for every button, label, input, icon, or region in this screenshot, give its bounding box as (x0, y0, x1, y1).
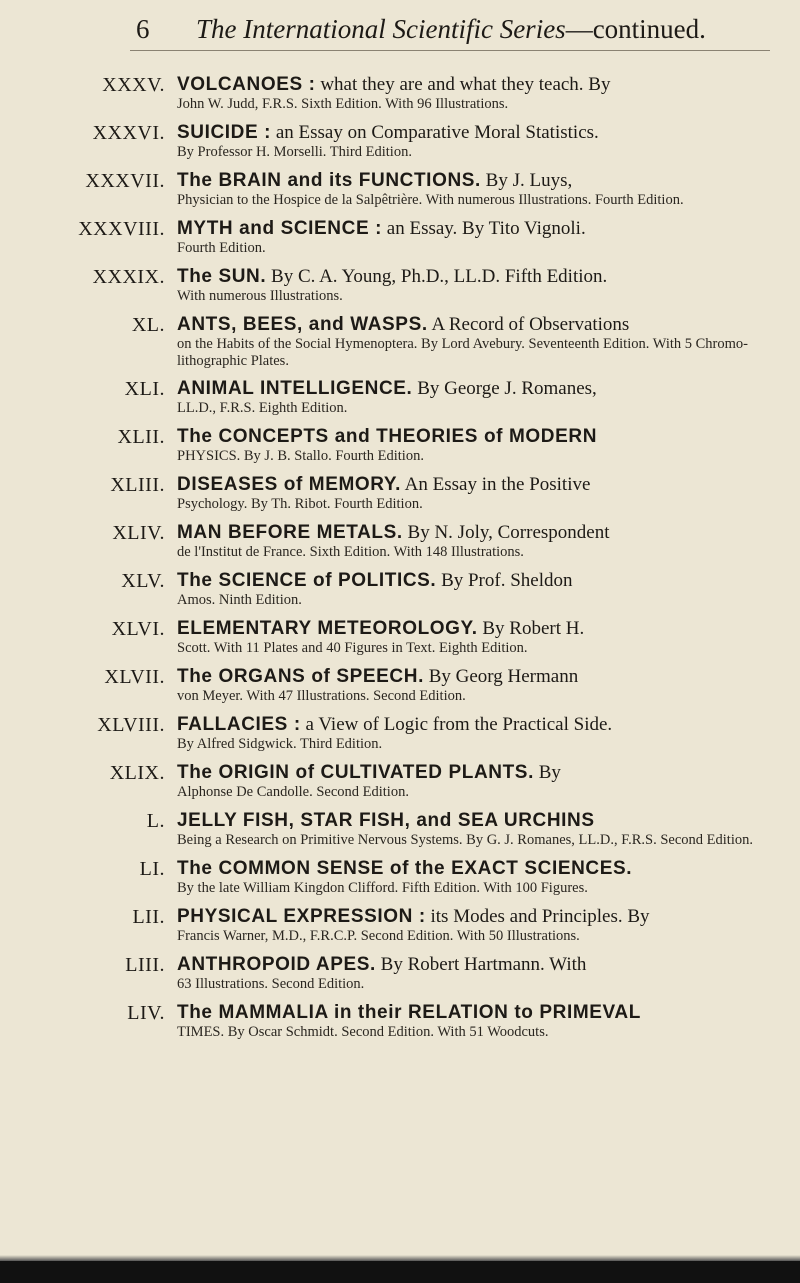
entry-body (177, 1002, 772, 1041)
series-entry (0, 170, 800, 210)
entry-title-line (177, 74, 772, 96)
entry-title: The SUN. (177, 266, 267, 287)
entry-title: ELEMENTARY METEOROLOGY. (177, 618, 478, 639)
entry-title-line (177, 954, 772, 976)
entry-title-line (177, 666, 772, 688)
entry-body (177, 170, 772, 209)
entry-title-line (177, 1002, 772, 1024)
entry-subtitle: its Modes and Principles. By (425, 906, 650, 927)
entry-subtitle: By N. Joly, Correspondent (402, 522, 610, 543)
entry-subtitle: By J. Luys, (480, 170, 573, 191)
entry-subtitle: a View of Logic from the Practical Side. (300, 714, 613, 735)
entry-subtitle: An Essay in the Positive (400, 474, 591, 495)
entry-title-line (177, 426, 772, 448)
entry-title: The ORIGIN of CULTIVATED PLANTS. (177, 762, 534, 783)
entry-title: FALLACIES : (177, 714, 301, 735)
entry-title-line (177, 810, 772, 832)
entry-title-line (177, 474, 772, 496)
entry-title: PHYSICAL EXPRESSION : (177, 906, 426, 927)
entry-subtitle: an Essay. By Tito Vignoli. (382, 218, 586, 239)
entry-numeral: XLII. (117, 426, 165, 448)
page-header (0, 14, 800, 54)
entry-title: ANTHROPOID APES. (177, 954, 376, 975)
entry-subtitle: By Robert H. (477, 618, 585, 639)
entry-detail: Psychology. By Th. Ribot. Fourth Edition. (177, 496, 423, 512)
entry-title: JELLY FISH, STAR FISH, and SEA URCHINS (177, 810, 595, 831)
entry-title: DISEASES of MEMORY. (177, 474, 401, 495)
entry-subtitle: what they are and what they teach. By (315, 74, 611, 95)
entry-subtitle: A Record of Observations (427, 314, 630, 335)
series-entry (0, 570, 800, 610)
entry-subtitle: By Prof. Sheldon (436, 570, 573, 591)
series-entry (0, 954, 800, 994)
entry-title: ANIMAL INTELLIGENCE. (177, 378, 413, 399)
entry-title-line (177, 858, 772, 880)
entry-body (177, 122, 772, 161)
entry-title-line (177, 218, 772, 240)
entry-numeral: L. (146, 810, 165, 832)
entry-detail: Scott. With 11 Plates and 40 Figures in Text. Eighth Edition. (177, 640, 528, 656)
entry-numeral: XLVIII. (97, 714, 165, 736)
entry-detail: By the late William Kingdon Clifford. Fifth Edition. With 100 Figures. (177, 880, 588, 896)
entry-numeral: XXXVIII. (78, 218, 165, 240)
series-entry (0, 218, 800, 258)
entry-title-line (177, 314, 772, 336)
entry-numeral: XLV. (121, 570, 165, 592)
entry-title: The CONCEPTS and THEORIES of MODERN (177, 426, 598, 447)
entry-title: The ORGANS of SPEECH. (177, 666, 424, 687)
entry-body (177, 266, 772, 305)
entry-body (177, 314, 772, 370)
entry-numeral: XXXIX. (92, 266, 165, 288)
entry-numeral: LI. (139, 858, 165, 880)
entry-detail: With numerous Illustrations. (177, 288, 343, 304)
entry-body (177, 474, 772, 513)
entry-detail: Fourth Edition. (177, 240, 266, 256)
running-title (196, 14, 706, 45)
entry-numeral: XL. (131, 314, 165, 336)
entry-numeral: XXXV. (102, 74, 165, 96)
entry-title: The SCIENCE of POLITICS. (177, 570, 437, 591)
series-entry (0, 426, 800, 466)
entry-detail: Physician to the Hospice de la Salpêtrière. With numerous Illustrations. Fourth Edition. (177, 192, 684, 208)
entry-detail: Amos. Ninth Edition. (177, 592, 302, 608)
entry-numeral: XLIV. (112, 522, 165, 544)
entry-numeral: LIV. (127, 1002, 165, 1024)
entry-detail: By Professor H. Morselli. Third Edition. (177, 144, 412, 160)
entry-detail: de l'Institut de France. Sixth Edition. With 148 Illustrations. (177, 544, 524, 560)
entry-body (177, 378, 772, 417)
entry-title-line (177, 122, 772, 144)
entry-detail: TIMES. By Oscar Schmidt. Second Edition. With 51 Woodcuts. (177, 1024, 549, 1040)
series-entry (0, 378, 800, 418)
entry-numeral: LIII. (125, 954, 165, 976)
entry-body (177, 954, 772, 993)
entry-title: SUICIDE : (177, 122, 272, 143)
entry-subtitle: an Essay on Comparative Moral Statistics. (271, 122, 599, 143)
series-entry (0, 618, 800, 658)
entry-title: MYTH and SCIENCE : (177, 218, 383, 239)
entry-title-line (177, 618, 772, 640)
running-title-continued: —continued. (565, 14, 706, 44)
header-rule (130, 50, 770, 51)
entry-title: ANTS, BEES, and WASPS. (177, 314, 428, 335)
entry-body (177, 810, 772, 849)
entry-numeral: XXXVII. (85, 170, 165, 192)
entry-body (177, 666, 772, 705)
entry-detail: Francis Warner, M.D., F.R.C.P. Second Edition. With 50 Illustrations. (177, 928, 580, 944)
series-list (0, 74, 800, 1050)
entry-subtitle: By George J. Romanes, (412, 378, 597, 399)
entry-numeral: XLI. (124, 378, 165, 400)
page-number: 6 (136, 14, 150, 44)
entry-subtitle: By (533, 762, 561, 783)
entry-subtitle: By Robert Hartmann. With (375, 954, 587, 975)
series-entry (0, 810, 800, 850)
entry-numeral: XLVII. (104, 666, 165, 688)
entry-numeral: LII. (132, 906, 165, 928)
series-entry (0, 714, 800, 754)
running-title-series: The International Scientific Series (196, 14, 566, 44)
entry-detail: von Meyer. With 47 Illustrations. Second Edition. (177, 688, 466, 704)
entry-title-line (177, 570, 772, 592)
series-entry (0, 266, 800, 306)
page-edge-shadow (0, 1261, 800, 1283)
entry-subtitle: By Georg Hermann (423, 666, 579, 687)
series-entry (0, 858, 800, 898)
entry-body (177, 762, 772, 801)
entry-title: The COMMON SENSE of the EXACT SCIENCES. (177, 858, 633, 879)
entry-body (177, 426, 772, 465)
entry-body (177, 906, 772, 945)
series-entry (0, 906, 800, 946)
entry-detail: on the Habits of the Social Hymenoptera. By Lord Avebury. Seventeenth Edition. With 5 Chromo-lithographic Plates. (177, 336, 748, 369)
entry-body (177, 522, 772, 561)
entry-title: The BRAIN and its FUNCTIONS. (177, 170, 481, 191)
entry-title-line (177, 762, 772, 784)
series-entry (0, 762, 800, 802)
entry-title-line (177, 906, 772, 928)
entry-subtitle: By C. A. Young, Ph.D., LL.D. Fifth Edition. (266, 266, 608, 287)
entry-title-line (177, 378, 772, 400)
entry-title: MAN BEFORE METALS. (177, 522, 403, 543)
series-entry (0, 314, 800, 370)
entry-numeral: XXXVI. (92, 122, 165, 144)
series-entry (0, 122, 800, 162)
entry-detail: PHYSICS. By J. B. Stallo. Fourth Edition. (177, 448, 424, 464)
entry-numeral: XLVI. (111, 618, 165, 640)
series-entry (0, 522, 800, 562)
series-entry (0, 1002, 800, 1042)
entry-title: VOLCANOES : (177, 74, 316, 95)
entry-numeral: XLIII. (110, 474, 165, 496)
entry-body (177, 74, 772, 113)
entry-detail: LL.D., F.R.S. Eighth Edition. (177, 400, 348, 416)
entry-detail: Being a Research on Primitive Nervous Systems. By G. J. Romanes, LL.D., F.R.S. Second Edition. (177, 832, 753, 848)
entry-detail: By Alfred Sidgwick. Third Edition. (177, 736, 383, 752)
entry-detail: 63 Illustrations. Second Edition. (177, 976, 365, 992)
entry-detail: Alphonse De Candolle. Second Edition. (177, 784, 409, 800)
entry-body (177, 714, 772, 753)
series-entry (0, 474, 800, 514)
entry-numeral: XLIX. (109, 762, 165, 784)
entry-title-line (177, 522, 772, 544)
entry-title-line (177, 170, 772, 192)
entry-title: The MAMMALIA in their RELATION to PRIMEVAL (177, 1002, 641, 1023)
series-entry (0, 74, 800, 114)
entry-body (177, 858, 772, 897)
series-entry (0, 666, 800, 706)
entry-body (177, 218, 772, 257)
entry-body (177, 570, 772, 609)
entry-title-line (177, 266, 772, 288)
entry-title-line (177, 714, 772, 736)
entry-body (177, 618, 772, 657)
entry-detail: John W. Judd, F.R.S. Sixth Edition. With 96 Illustrations. (177, 96, 509, 112)
